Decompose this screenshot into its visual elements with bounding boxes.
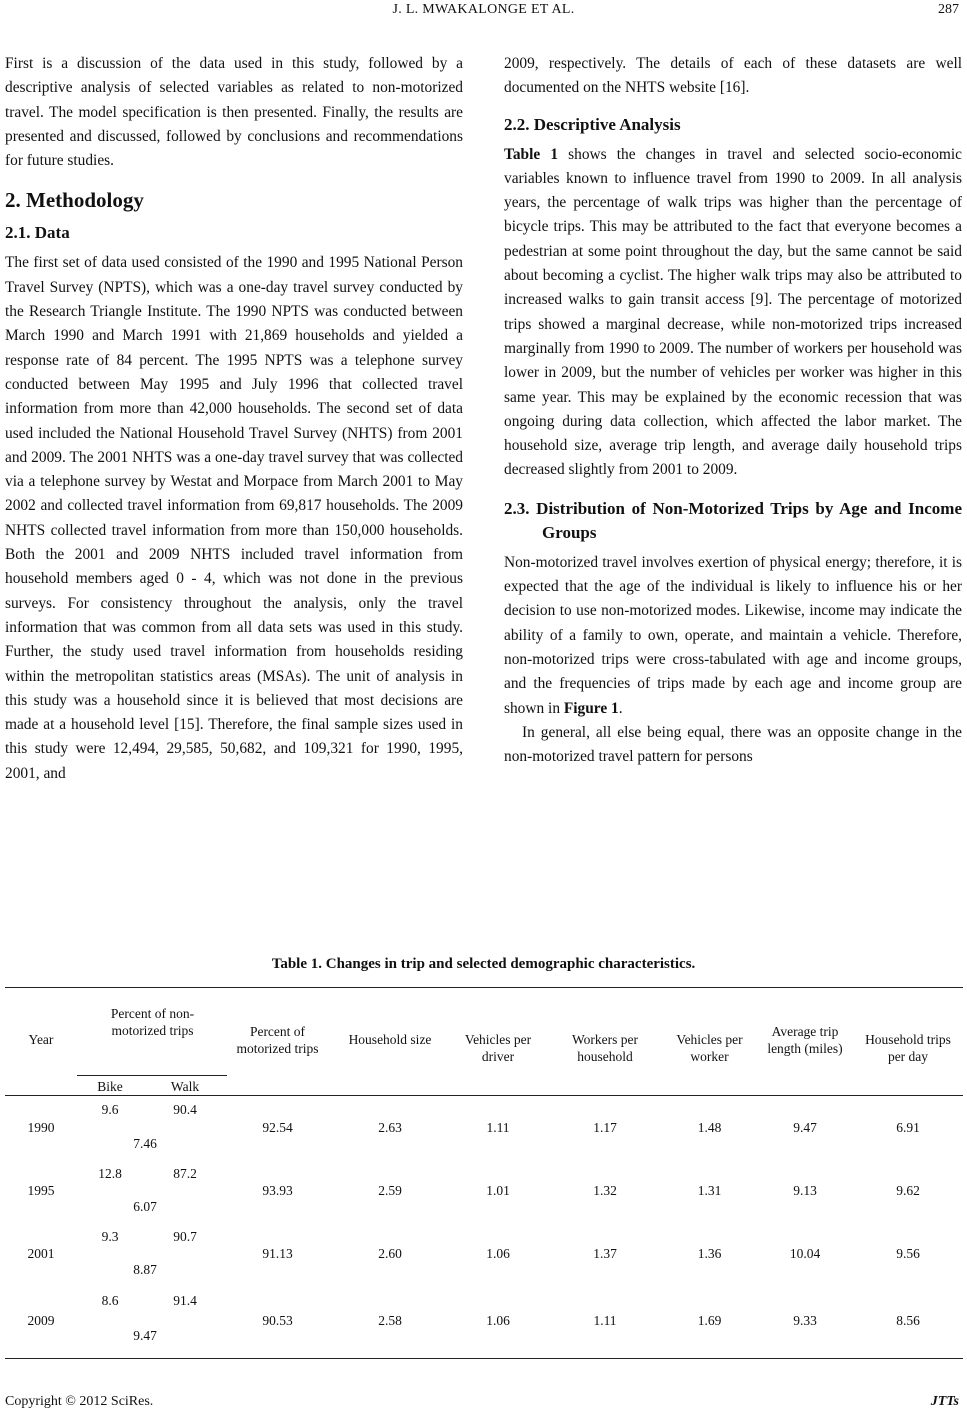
cell-motorized: 91.13 [262,1246,293,1261]
cell-year: 1990 [27,1120,55,1135]
header-average-trip-length: Average trip length (miles) [767,1024,843,1056]
table-reference: Table 1 [504,145,559,163]
cell-walk: 87.2 [173,1166,197,1181]
section-heading-methodology: 2. Methodology [5,188,144,213]
journal-abbreviation: JTTs [930,1394,959,1409]
cell-household-size: 2.63 [378,1120,402,1135]
cell-bike: 9.3 [101,1229,119,1244]
cell-household-size: 2.59 [378,1183,402,1198]
table-top-rule [5,987,963,988]
cell-household-trips-per-day: 6.91 [896,1120,920,1135]
cell-nonmotorized: 6.07 [133,1199,157,1214]
right-column [504,52,962,769]
header-household-trips-per-day: Household trips per day [865,1032,951,1064]
cell-household-trips-per-day: 9.62 [896,1183,920,1198]
cell-nonmotorized: 8.87 [133,1262,157,1277]
cell-year: 1995 [27,1183,55,1198]
table-sub-rule [77,1075,227,1076]
subsection-heading-data: 2.1. Data [5,223,70,243]
cell-vehicles-per-driver: 1.01 [486,1183,510,1198]
page-number: 287 [938,2,959,17]
cell-vehicles-per-worker: 1.31 [697,1183,722,1198]
cell-average-trip-length: 9.13 [793,1183,817,1198]
cell-household-size: 2.60 [378,1246,402,1261]
cell-year: 2009 [27,1313,55,1328]
cell-workers-per-household: 1.17 [593,1120,617,1135]
cell-nonmotorized: 7.46 [133,1136,157,1151]
cell-average-trip-length: 9.47 [793,1120,817,1135]
cell-vehicles-per-worker: 1.69 [697,1313,722,1328]
cell-motorized: 93.93 [262,1183,293,1198]
continuation-paragraph: 2009, respectively. The details of each of these datasets are well documented on the NHTS website [16]. [504,55,962,97]
left-column [5,52,463,786]
data-paragraph: The first set of data used consisted of the 1990 and 1995 National Person Travel Survey (NPTS), which was a one-day travel survey conducted by the Research Triangle Institute. The 1990 NPTS was conducted between March 1990 and March 1991 with 21,869 households and yielded a response rate of 84 percent. The 1995 NPTS was a telephone survey conducted between May 1995 and July 1996 that collected travel information from more than 42,000 households. The second set of data used included the National Household Travel Survey (NHTS) from 2001 and 2009. The 2001 NHTS was a one-day travel survey that was collected via a telephone survey by Westat and Morpace from March 2001 to May 2002 and collected travel information from 69,817 households. The 2009 NHTS collected travel information from more than 150,000 households. Both the 2001 and 2009 NHTS included travel information from household members aged 0 - 4, which was not done in the previous surveys. For consistency throughout the analysis, only the travel information that was common from all data sets was used in this study. Further, the study used travel information from households residing within the metropolitan statistics areas (MSAs). The unit of analysis in this study was a household since it is believed that most decisions are made at a household level [15]. Therefore, the final sample sizes used in this study were 12,494, 29,585, 50,682, and 109,321 for 1990, 1995, 2001, and [5,254,463,782]
cell-vehicles-per-worker: 1.36 [697,1246,722,1261]
cell-vehicles-per-worker: 1.48 [697,1120,722,1135]
cell-average-trip-length: 10.04 [789,1246,821,1261]
table-caption: Table 1. Changes in trip and selected demographic characteristics. [271,956,696,972]
cell-year: 2001 [27,1246,55,1261]
header-year: Year [28,1032,54,1047]
header-percent-motorized: Percent of motorized trips [236,1024,319,1056]
cell-nonmotorized: 9.47 [133,1328,157,1343]
distribution-end: . [618,699,623,717]
general-paragraph: In general, all else being equal, there was an opposite change in the non-motorized travel pattern for persons [504,723,962,766]
subsection-heading-descriptive: 2.2. Descriptive Analysis [504,114,681,134]
subsection-heading-distribution: 2.3. Distribution of Non-Motorized Trips by Age and Income Groups [504,498,962,542]
cell-motorized: 90.53 [262,1313,293,1328]
cell-bike: 9.6 [101,1102,119,1117]
cell-average-trip-length: 9.33 [793,1313,817,1328]
figure-reference: Figure 1 [563,699,619,717]
header-vehicles-per-worker: Vehicles per worker [676,1032,743,1064]
copyright-notice: Copyright © 2012 SciRes. [5,1394,154,1409]
header-percent-nonmotorized: Percent of non-motorized trips [110,1006,195,1038]
cell-vehicles-per-driver: 1.11 [486,1120,510,1135]
cell-walk: 91.4 [173,1293,197,1308]
descriptive-paragraph [504,143,962,483]
cell-household-trips-per-day: 9.56 [896,1246,920,1261]
cell-vehicles-per-driver: 1.06 [486,1246,510,1261]
table-bottom-rule [5,1358,963,1359]
cell-household-size: 2.58 [378,1313,402,1328]
descriptive-text: shows the changes in travel and selected socio-economic variables known to influence travel from 1990 to 2009. In all analysis years, the percentage of walk trips was higher than the percentage of bicycle trips. This may be attributed to the fact that everyone becomes a pedestrian at some point throughout the day, but the same cannot be said about becoming a cyclist. The higher walk trips may also be attributed to increased walks to gain transit access [9]. The percentage of motorized trips showed a marginal decrease, while non-motorized trips increased marginally from 1990 to 2009. The number of workers per household was lower in 2009, but the number of vehicles per worker was higher in this same year. This may be explained by the economic recession that was ongoing during data collection, which affected the labor market. The household size, average trip length, and average daily household trips decreased slightly from 2001 to 2009. [504,145,962,479]
cell-household-trips-per-day: 8.56 [896,1313,920,1328]
header-workers-per-household: Workers per household [571,1032,638,1064]
distribution-text: Non-motorized travel involves exertion of physical energy; therefore, it is expected that the age of the individual is likely to influence his or her decision to use non-motorized modes. Likewise, income may indicate the ability of a family to own, operate, and maintain a vehicle. Therefore, non-motorized trips were cross-tabulated with age and income groups, and the frequencies of trips made by each age and income group are shown in [504,553,962,717]
header-bike: Bike [97,1079,123,1094]
header-household-size: Household size [348,1032,432,1047]
cell-bike: 8.6 [101,1293,119,1308]
cell-motorized: 92.54 [262,1120,293,1135]
header-vehicles-per-driver: Vehicles per driver [464,1032,532,1064]
cell-bike: 12.8 [98,1166,122,1181]
cell-workers-per-household: 1.11 [593,1313,617,1328]
table-header-rule [5,1095,963,1096]
cell-workers-per-household: 1.37 [593,1246,617,1261]
intro-paragraph: First is a discussion of the data used in this study, followed by a descriptive analysis of selected variables as related to non-motorized travel. The model specification is then presented. Finally, the results are presented and discussed, followed by conclusions and recommendations for future studies. [5,55,463,170]
running-title: J. L. MWAKALONGE ET AL. [392,2,575,17]
distribution-paragraph [504,551,962,721]
cell-workers-per-household: 1.32 [593,1183,617,1198]
cell-walk: 90.4 [173,1102,197,1117]
cell-walk: 90.7 [173,1229,197,1244]
page-header [0,2,967,26]
cell-vehicles-per-driver: 1.06 [486,1313,510,1328]
header-walk: Walk [170,1079,200,1094]
